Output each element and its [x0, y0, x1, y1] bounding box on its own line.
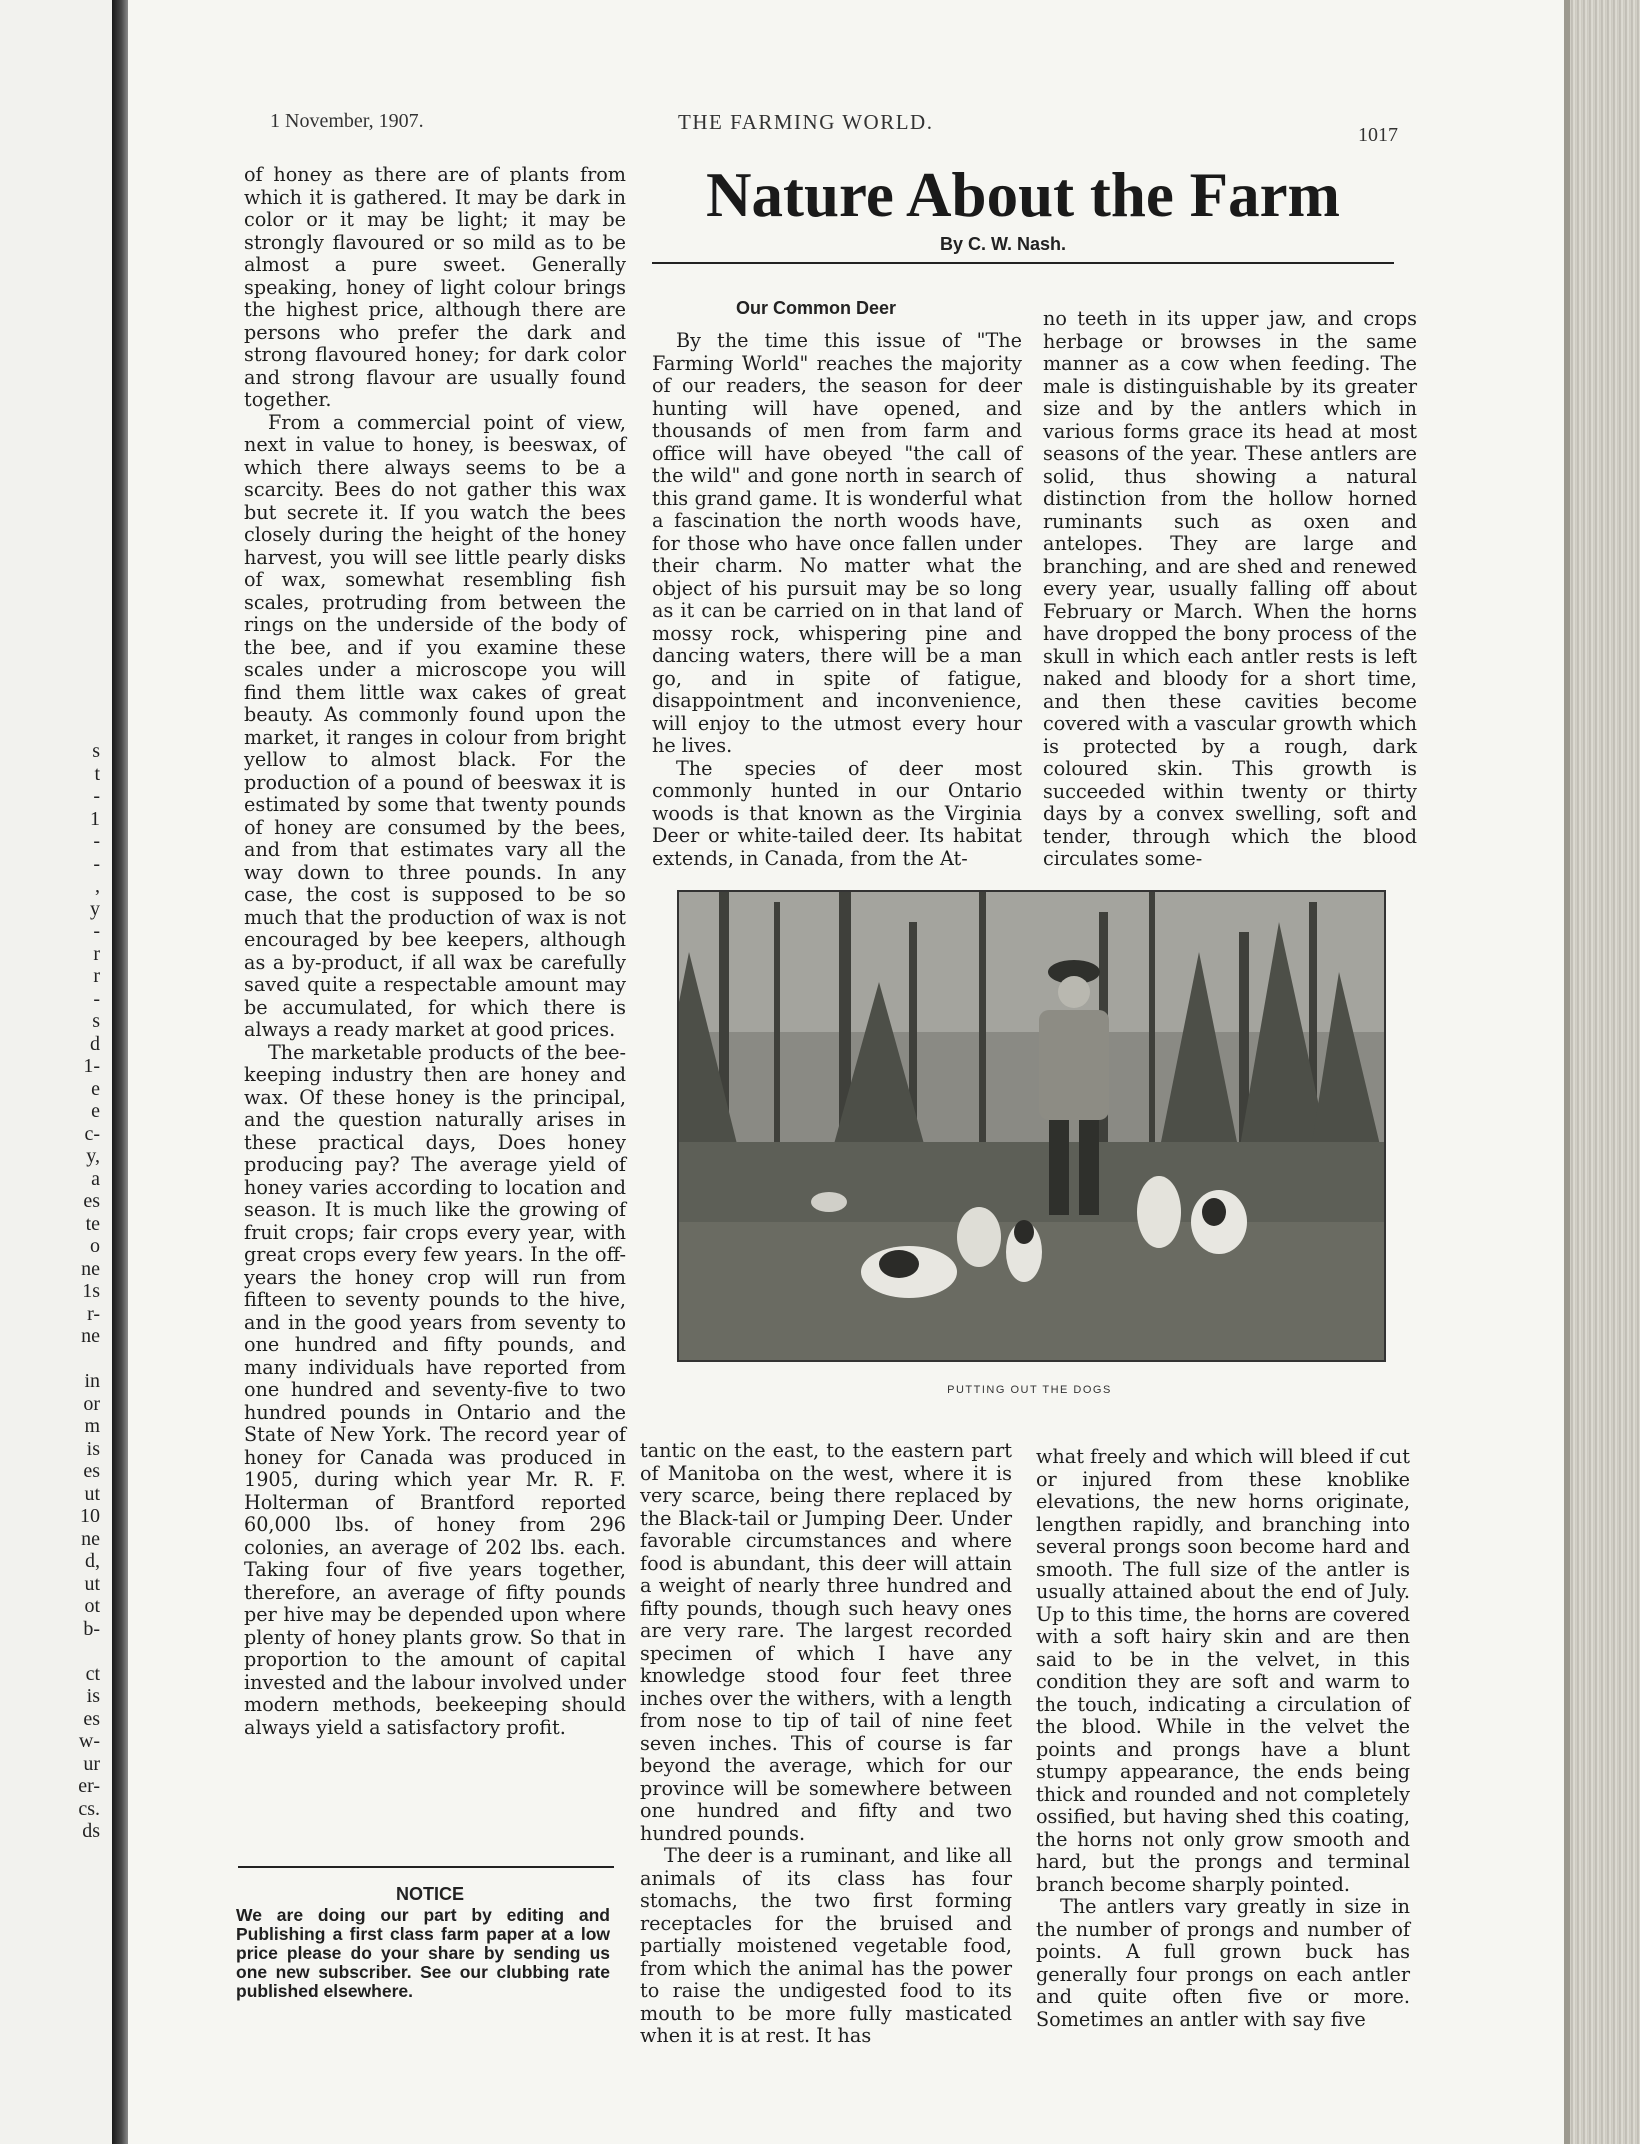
facing-page-fragment: o [90, 1235, 100, 1257]
facing-page-fragment: te [85, 1212, 100, 1235]
facing-page-fragment: e [91, 1077, 100, 1100]
left-paragraph: The marketable products of the bee-keeping industry then are honey and wax. Of these honey is the principal, and the question naturally arises in these practical days, Does honey producing pay? The average yield of honey varies according to location and season. It is much like the growing of fruit crops; fair crops every year, with great crops every few years. In the off-years the honey crop will run from fifteen to seventy pounds to the hive, and in the good years from seventy to one hundred and fifty pounds, and many individuals have reported from one hundred and seventy-five to two hundred pounds in Ontario and the State of New York. The record year of honey for Canada was produced in 1905, during which year Mr. R. F. Holterman of Brantford reported 60,000 lbs. of honey from 296 colonies, an average of 202 lbs. each. Taking four of five years together, therefore, an average of fifty pounds per hive may be depended upon where plenty of honey plants grow. So that in proportion to the amount of capital invested and the labour involved under modern methods, beekeeping should always yield a satisfactory profit. [244, 1040, 626, 1739]
facing-page-fragment: 1 [90, 807, 100, 830]
middle-paragraph: The species of deer most commonly hunted in our Ontario woods is that known as the Virginia Deer or white-tailed deer. Its habitat extends, in Canada, from the At- [652, 756, 1022, 870]
left-column [244, 164, 626, 1739]
notice-title: NOTICE [395, 1884, 464, 1904]
facing-page-fragment: - [93, 920, 100, 942]
facing-page-fragment: - [93, 830, 100, 852]
left-paragraph: of honey as there are of plants from which it is gathered. It may be dark in color or it may be light; it may be strongly flavoured or so mild as to be almost a pure sweet. Generally speaking, honey of light colour brings the highest price, although there are persons who prefer the dark and strong flavoured honey; for dark color and strong flavour are usually found together. [244, 163, 626, 411]
facing-page-fragment: s [92, 740, 100, 762]
article-title: Nature About the Farm [705, 160, 1341, 230]
facing-page-fragment: 10 [80, 1505, 100, 1527]
page-edge [1564, 0, 1640, 2144]
photo-caption: PUTTING OUT THE DOGS [947, 1384, 1112, 1396]
page-number: 1017 [1358, 124, 1398, 146]
notice-body: We are doing our part by editing and Publishing a first class farm paper at a low price please do your share by sending us one new subscriber. See our clubbing rate published elsewhere. [236, 1905, 610, 2001]
facing-page-fragment: y, [86, 1145, 100, 1167]
section-heading: Our Common Deer [736, 298, 897, 318]
facing-page-fragment: - [93, 852, 100, 875]
facing-page-fragment: ds [82, 1820, 100, 1842]
facing-page-fragment: d, [85, 1550, 100, 1572]
facing-page-fragment: is [86, 1685, 100, 1707]
facing-page-fragment: er- [78, 1775, 100, 1797]
facing-page-fragment: ot [84, 1595, 100, 1617]
facing-page-fragment: r- [87, 1302, 100, 1325]
facing-page-fragment: s [92, 1010, 100, 1032]
photograph-hunter-with-dogs [677, 890, 1386, 1362]
facing-page-fragment: - [93, 785, 100, 807]
middle-paragraph: By the time this issue of "The Farming World" reaches the majority of our readers, the season for deer hunting will have opened, and thousands of men from farm and office will have obeyed "the call of the wild" and gone north in search of this grand game. It is wonderful what a fascination the north woods have, for those who have once fallen under their charm. No matter what the object of his pursuit may be so long as it can be carried on in that land of mossy rock, whispering pine and dancing waters, there will be a man go, and in spite of fatigue, disappointment and inconvenience, will enjoy to the utmost every hour he lives. [652, 329, 1022, 757]
notice-rule [238, 1866, 614, 1868]
facing-page-fragment: w- [78, 1730, 100, 1752]
right-column-top [1043, 308, 1417, 871]
facing-page-fragment: y [90, 897, 100, 920]
middle-paragraph: tantic on the east, to the eastern part of Manitoba on the west, where it is very scarce, being there replaced by the Black-tail or Jumping Deer. Under favorable circumstances and where food is abundant, this deer will attain a weight of nearly three hundred and fifty pounds, though such heavy ones are very rare. The largest recorded specimen of which I have any knowledge stood four feet three inches over the withers, with a length from nose to tip of tail of nine feet seven inches. This of course is far beyond the average, which for our province will be somewhere between one hundred and fifty and two hundred pounds. [640, 1439, 1012, 1845]
facing-page-fragment: in [84, 1370, 100, 1392]
title-rule [652, 262, 1394, 264]
publication-name: THE FARMING WORLD. [678, 110, 934, 134]
right-paragraph: The antlers vary greatly in size in the number of prongs and number of points. A full grown buck has generally four prongs on each antler and quite often five or more. Sometimes an antler with say five [1036, 1895, 1410, 2031]
facing-page-fragment: a [91, 1167, 100, 1190]
facing-page [0, 0, 112, 2144]
facing-page-fragment: t [94, 762, 100, 785]
facing-page-fragment: - [93, 987, 100, 1010]
facing-page-fragment: 1- [83, 1055, 100, 1077]
facing-page-fragment: is [86, 1437, 100, 1460]
facing-page-fragment: , [95, 875, 100, 897]
right-paragraph: no teeth in its upper jaw, and crops herbage or browses in the same manner as a cow when feeding. The male is distinguishable by its greater size and by the antlers which in various forms grace its head at most seasons of the year. These antlers are solid, thus showing a natural distinction from the hollow horned ruminants such as oxen and antelopes. They are large and branching, and are shed and renewed every year, usually falling off about February or March. When the horns have dropped the bony process of the skull in which each antler rests is left naked and bloody for a short time, and then these cavities become covered with a vascular growth which is protected by a rough, dark coloured skin. This growth is succeeded within twenty or thirty days by a convex swelling, soft and tender, through which the blood circulates some- [1043, 307, 1417, 870]
facing-page-fragment: ne [81, 1527, 100, 1550]
issue-date: 1 November, 1907. [270, 110, 424, 132]
book-gutter [112, 0, 128, 2144]
facing-page-fragment: m [84, 1415, 100, 1437]
facing-page-fragment: es [83, 1460, 100, 1482]
middle-paragraph: The deer is a ruminant, and like all animals of its class has four stomachs, the two first forming receptacles for the bruised and partially moistened vegetable food, from which the animal has the power to raise the undigested food to its mouth to be more fully masticated when it is at rest. It has [640, 1844, 1012, 2047]
middle-column-top [652, 330, 1022, 870]
facing-page-fragment: ne [81, 1325, 100, 1347]
facing-page-fragment: ct [85, 1662, 100, 1685]
facing-page-fragment: e [91, 1100, 100, 1122]
middle-column-bottom [640, 1440, 1012, 2048]
facing-page-fragment: or [83, 1392, 100, 1415]
right-column-bottom [1036, 1446, 1410, 2031]
facing-page-fragment: ne [81, 1257, 100, 1280]
facing-page-fragment: r [93, 965, 100, 987]
photo-illustration [679, 892, 1384, 1360]
facing-page-fragment: d [90, 1032, 100, 1055]
facing-page-fragment: b- [83, 1617, 100, 1640]
facing-page-fragment: 1s [82, 1280, 100, 1302]
facing-page-fragment: ut [84, 1572, 100, 1595]
facing-page-fragment: es [83, 1707, 100, 1730]
facing-page-fragment: ut [84, 1482, 100, 1505]
facing-page-fragment: cs. [78, 1797, 100, 1820]
facing-page-fragment: r [93, 942, 100, 965]
right-paragraph: what freely and which will bleed if cut or injured from these knoblike elevations, the new horns originate, lengthen rapidly, and branching into several prongs soon become hard and smooth. The full size of the antler is usually attained about the end of July. Up to this time, the horns are covered with a soft hairy skin and are then said to be in the velvet, in this condition they are soft and warm to the touch, indicating a circulation of the blood. While in the velvet the points and prongs have a blunt stumpy appearance, the ends being thick and rounded and not completely ossified, but having shed this coating, the horns not only grow smooth and hard, but the prongs and terminal branch become sharply pointed. [1036, 1445, 1410, 1896]
article-byline: By C. W. Nash. [940, 234, 1067, 254]
facing-page-fragment: c- [84, 1122, 100, 1145]
left-paragraph: From a commercial point of view, next in value to honey, is beeswax, of which there always seems to be a scarcity. Bees do not gather this wax but secrete it. If you watch the bees closely during the height of the honey harvest, you will see little pearly disks of wax, somewhat resembling fish scales, protruding from between the rings on the underside of the body of the bee, and if you examine these scales under a microscope you will find them little wax cakes of great beauty. As commonly found upon the market, it ranges in colour from bright yellow to almost black. For the production of a pound of beeswax it is estimated by some that twenty pounds of honey are consumed by the bees, and from that estimates vary all the way down to three pounds. In any case, the cost is supposed to be so much that the production of wax is not encouraged by bee keepers, although as a by-product, if all wax be carefully saved quite a respectable amount may be accumulated, for which there is always a ready market at good prices. [244, 410, 626, 1041]
facing-page-fragment: ur [83, 1752, 100, 1775]
facing-page-fragment: es [83, 1190, 100, 1212]
